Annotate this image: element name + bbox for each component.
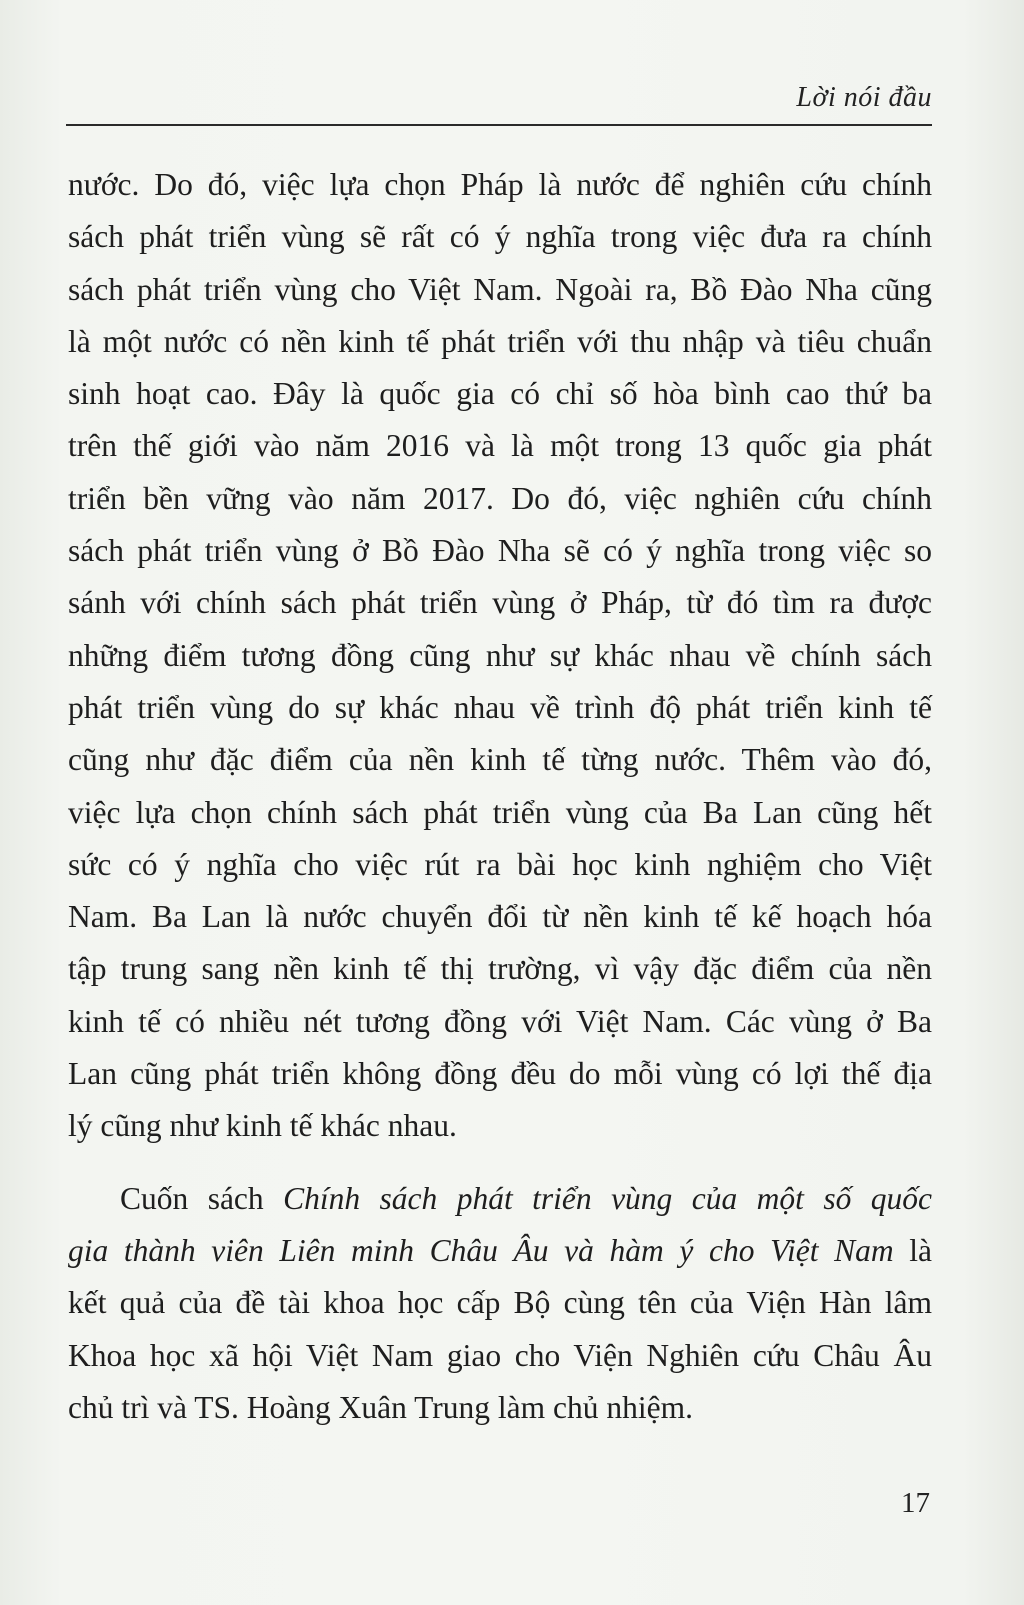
text-line: phát triển vùng do sự khác nhau về trình độ phát triển kinh tế [68, 689, 932, 725]
text-line: sách phát triển vùng sẽ rất có ý nghĩa trong việc đưa ra chính [68, 219, 932, 255]
text-line [68, 1173, 932, 1225]
paragraph-2 [68, 1173, 932, 1434]
text-line: kinh tế có nhiều nét tương đồng với Việt Nam. Các vùng ở Ba [68, 1003, 932, 1039]
text-line: triển bền vững vào năm 2017. Do đó, việc nghiên cứu chính [68, 480, 932, 516]
text-line [68, 1225, 932, 1277]
book-title-part-1: Chính sách phát triển vùng của một số quốc [283, 1180, 932, 1216]
text-line: tập trung sang nền kinh tế thị trường, vì vậy đặc điểm của nền [68, 951, 932, 987]
text-line: là một nước có nền kinh tế phát triển với thu nhập và tiêu chuẩn [68, 323, 932, 359]
text-line: sách phát triển vùng cho Việt Nam. Ngoài ra, Bồ Đào Nha cũng [68, 271, 932, 307]
page-number: 17 [901, 1487, 930, 1519]
text-line: Khoa học xã hội Việt Nam giao cho Viện Nghiên cứu Châu Âu [68, 1337, 932, 1373]
text-line: kết quả của đề tài khoa học cấp Bộ cùng tên của Viện Hàn lâm [68, 1285, 932, 1321]
text-run: là [893, 1232, 933, 1268]
book-title-part-2: gia thành viên Liên minh Châu Âu và hàm ý cho Việt Nam [68, 1232, 894, 1268]
running-header [66, 78, 932, 126]
text-line: những điểm tương đồng cũng như sự khác nhau về chính sách [68, 637, 932, 673]
body-text [68, 159, 932, 1434]
text-line: trên thế giới vào năm 2016 và là một trong 13 quốc gia phát [68, 428, 932, 464]
text-line: sinh hoạt cao. Đây là quốc gia có chỉ số hòa bình cao thứ ba [68, 376, 932, 412]
text-line: cũng như đặc điểm của nền kinh tế từng nước. Thêm vào đó, [68, 742, 932, 778]
text-line: sách phát triển vùng ở Bồ Đào Nha sẽ có ý nghĩa trong việc so [68, 533, 932, 569]
text-line: lý cũng như kinh tế khác nhau. [68, 1108, 457, 1144]
text-line: Nam. Ba Lan là nước chuyển đổi từ nền kinh tế kế hoạch hóa [68, 899, 932, 935]
text-line: nước. Do đó, việc lựa chọn Pháp là nước để nghiên cứu chính [68, 167, 932, 202]
text-line: sánh với chính sách phát triển vùng ở Pháp, từ đó tìm ra được [68, 585, 932, 621]
text-run: Cuốn sách [120, 1180, 284, 1216]
text-line: Lan cũng phát triển không đồng đều do mỗi vùng có lợi thế địa [68, 1056, 932, 1092]
paragraph-1 [68, 159, 932, 1153]
text-line: chủ trì và TS. Hoàng Xuân Trung làm chủ nhiệm. [68, 1389, 693, 1425]
chapter-title: Lời nói đầu [796, 82, 932, 113]
text-line: việc lựa chọn chính sách phát triển vùng của Ba Lan cũng hết [68, 794, 932, 830]
text-line: sức có ý nghĩa cho việc rút ra bài học kinh nghiệm cho Việt [68, 846, 932, 882]
